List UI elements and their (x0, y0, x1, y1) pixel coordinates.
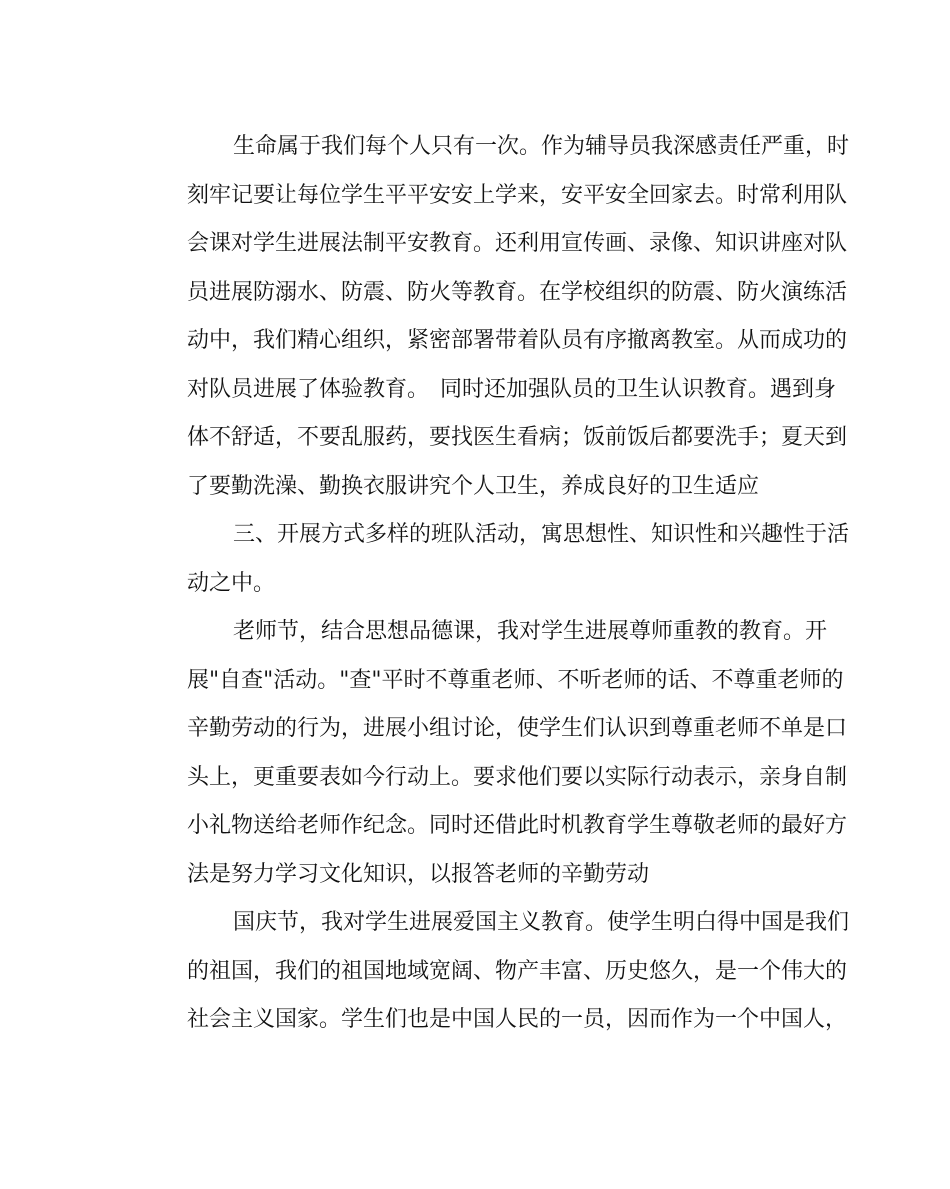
text-line: 展"自查"活动。"查"平时不尊重老师、不听老师的话、不尊重老师的 (187, 667, 844, 693)
paragraph-safety-education (143, 123, 850, 511)
paragraph-section-three (143, 511, 850, 608)
text-line: 社会主义国家。学生们也是中国人民的一员，因而作为一个中国人， (187, 1007, 848, 1032)
text-line: 员进展防溺水、防震、防火等教育。在学校组织的防震、防火演练活 (187, 279, 848, 305)
text-line: 小礼物送给老师作纪念。同时还借此时机教育学生尊敬老师的最好方 (187, 813, 848, 838)
text-line: 法是努力学习文化知识，以报答老师的辛勤劳动 (187, 861, 650, 887)
text-line: 刻牢记要让每位学生平平安安上学来，安平安全回家去。时常利用队 (187, 182, 848, 208)
text-line: 的祖国，我们的祖国地域宽阔、物产丰富、历史悠久，是一个伟大的 (187, 958, 848, 984)
text-line: 国庆节，我对学生进展爱国主义教育。使学生明白得中国是我们 (233, 910, 850, 935)
paragraph-national-day (143, 899, 850, 1045)
text-line: 动之中。 (187, 570, 276, 596)
text-line: 了要勤洗澡、勤换衣服讲究个人卫生，养成良好的卫生适应 (187, 473, 760, 499)
text-line: 三、开展方式多样的班队活动，寓思想性、知识性和兴趣性于活 (233, 522, 850, 547)
text-line: 头上，更重要表如今行动上。要求他们要以实际行动表示，亲身自制 (187, 764, 848, 790)
text-line: 老师节，结合思想品德课，我对学生进展尊师重教的教育。开 (233, 619, 828, 644)
text-line: 生命属于我们每个人只有一次。作为辅导员我深感责任严重，时 (233, 134, 850, 159)
text-line: 辛勤劳动的行为，进展小组讨论，使学生们认识到尊重老师不单是口 (187, 716, 848, 741)
text-line: 体不舒适，不要乱服药，要找医生看病；饭前饭后都要洗手；夏天到 (187, 425, 848, 450)
text-line: 对队员进展了体验教育。 同时还加强队员的卫生认识教育。遇到身 (187, 376, 837, 402)
text-line: 动中，我们精心组织，紧密部署带着队员有序撤离教室。从而成功的 (187, 328, 848, 353)
text-line: 会课对学生进展法制平安教育。还利用宣传画、录像、知识讲座对队 (187, 231, 848, 256)
paragraph-teachers-day (143, 608, 848, 899)
document-body (143, 123, 850, 1045)
